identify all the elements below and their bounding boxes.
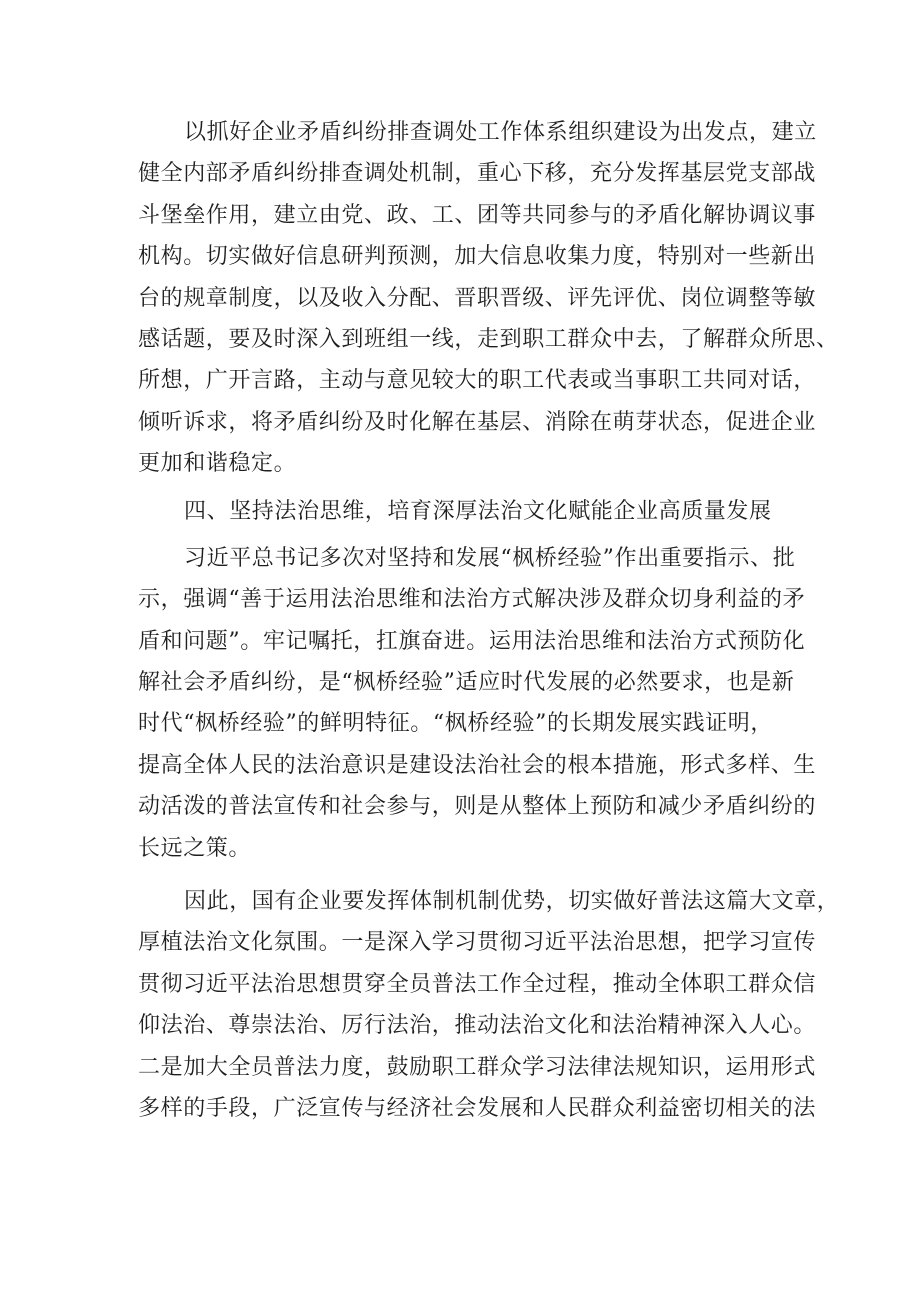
text-line: 健全内部矛盾纠纷排查调处机制，重心下移，充分发挥基层党支部战 — [138, 161, 817, 187]
text-line: 以抓好企业矛盾纠纷排查调处工作体系组织建设为出发点，建立 — [184, 120, 817, 145]
text-line: 习近平总书记多次对坚持和发展“枫桥经验”作出重要指示、批 — [184, 545, 796, 571]
text-line: 厚植法治文化氛围。一是深入学习贯彻习近平法治思想，把学习宣传 — [138, 930, 817, 956]
text-line: 二是加大全员普法力度，鼓励职工群众学习法律法规知识，运用形式 — [138, 1054, 817, 1080]
text-line: 提高全体人民的法治意识是建设法治社会的根本措施，形式多样、生 — [138, 752, 817, 778]
paragraph-gap — [138, 869, 796, 881]
text-line: 倾听诉求，将矛盾纠纷及时化解在基层、消除在萌芽状态，促进企业 — [138, 409, 817, 435]
text-line: 时代“枫桥经验”的鲜明特征。“枫桥经验”的长期发展实践证明， — [138, 711, 773, 737]
text-line: 动活泼的普法宣传和社会参与，则是从整体上预防和减少矛盾纠纷的 — [138, 794, 817, 820]
text-line: 示，强调“善于运用法治思维和法治方式解决涉及群众切身利益的矛 — [138, 587, 806, 613]
section-heading — [138, 491, 796, 532]
paragraph — [138, 881, 840, 1129]
paragraph — [138, 112, 839, 485]
text-line: 机构。切实做好信息研判预测，加大信息收集力度，特别对一些新出 — [138, 244, 817, 270]
text-line: 四、坚持法治思维，培育深厚法治文化赋能企业高质量发展 — [184, 498, 772, 524]
text-line: 盾和问题”。牢记嘱托，扛旗奋进。运用法治思维和法治方式预防化 — [138, 628, 806, 654]
text-line: 因此，国有企业要发挥体制机制优势，切实做好普法这篇大文章， — [184, 889, 840, 915]
text-line: 所想，广开言路，主动与意见较大的职工代表或当事职工共同对话， — [138, 368, 817, 394]
text-line: 感话题，要及时深入到班组一线，走到职工群众中去，了解群众所思、 — [138, 326, 839, 352]
text-line: 斗堡垒作用，建立由党、政、工、团等共同参与的矛盾化解协调议事 — [138, 202, 817, 228]
text-line: 仰法治、尊崇法治、厉行法治，推动法治文化和法治精神深入人心。 — [138, 1013, 817, 1039]
paragraph — [138, 538, 817, 869]
document-body — [138, 112, 840, 1129]
text-line: 解社会矛盾纠纷，是“枫桥经验”适应时代发展的必然要求，也是新 — [138, 670, 795, 696]
text-line: 多样的手段，广泛宣传与经济社会发展和人民群众利益密切相关的法 — [138, 1095, 817, 1121]
text-line: 长远之策。 — [138, 835, 252, 861]
text-line: 贯彻习近平法治思想贯穿全员普法工作全过程，推动全体职工群众信 — [138, 971, 817, 997]
text-line: 台的规章制度，以及收入分配、晋职晋级、评先评优、岗位调整等敏 — [138, 285, 817, 311]
text-line: 更加和谐稳定。 — [138, 451, 297, 477]
